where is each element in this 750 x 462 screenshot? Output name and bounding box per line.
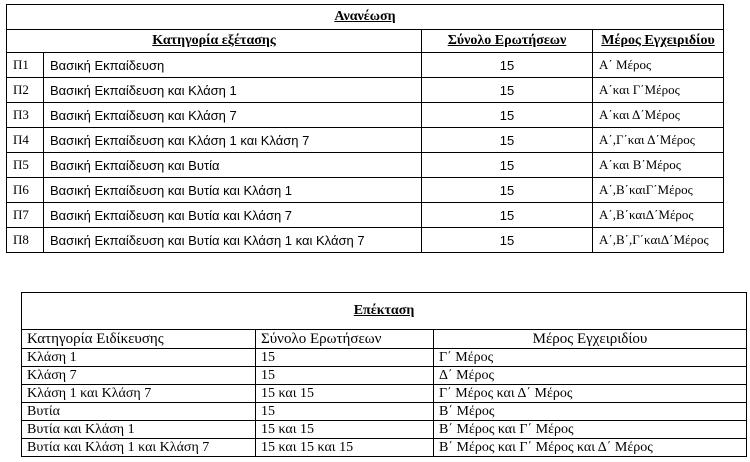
row-code: Π7 bbox=[7, 203, 44, 228]
row-manual: Γ΄ Μέρος και Δ΄ Μέρος bbox=[434, 385, 747, 403]
table-row bbox=[7, 228, 724, 253]
row-category: Βασική Εκπαίδευση και Κλάση 1 και Κλάση 7 bbox=[44, 128, 422, 153]
row-code: Π2 bbox=[7, 78, 44, 103]
extension-header-total: Σύνολο Ερωτήσεων bbox=[256, 330, 434, 349]
extension-table bbox=[21, 292, 747, 457]
row-manual: Α΄,Β΄,Γ΄καιΔ΄Μέρος bbox=[593, 228, 724, 253]
table-row bbox=[7, 53, 724, 78]
row-total: 15 bbox=[422, 153, 593, 178]
row-category: Βυτία και Κλάση 1 bbox=[22, 421, 256, 439]
row-total: 15 bbox=[422, 203, 593, 228]
table-row bbox=[7, 153, 724, 178]
row-manual: Α΄και Δ΄Μέρος bbox=[593, 103, 724, 128]
row-total: 15 bbox=[422, 178, 593, 203]
row-total: 15 bbox=[422, 78, 593, 103]
row-code: Π3 bbox=[7, 103, 44, 128]
row-category: Βασική Εκπαίδευση και Κλάση 7 bbox=[44, 103, 422, 128]
extension-header-category: Κατηγορία Ειδίκευσης bbox=[22, 330, 256, 349]
row-total: 15 bbox=[256, 349, 434, 367]
table-row bbox=[7, 128, 724, 153]
row-manual: Α΄,Β΄καιΓ΄Μέρος bbox=[593, 178, 724, 203]
row-code: Π6 bbox=[7, 178, 44, 203]
row-code: Π1 bbox=[7, 53, 44, 78]
row-total: 15 bbox=[422, 128, 593, 153]
row-category: Βασική Εκπαίδευση και Κλάση 1 bbox=[44, 78, 422, 103]
renewal-header-total: Σύνολο Ερωτήσεων bbox=[422, 30, 593, 53]
row-category: Κλάση 1 και Κλάση 7 bbox=[22, 385, 256, 403]
row-manual: Α΄ Μέρος bbox=[593, 53, 724, 78]
row-total: 15 και 15 bbox=[256, 385, 434, 403]
table-row bbox=[7, 78, 724, 103]
row-category: Βυτία και Κλάση 1 και Κλάση 7 bbox=[22, 439, 256, 457]
row-manual: Β΄ Μέρος και Γ΄ Μέρος και Δ΄ Μέρος bbox=[434, 439, 747, 457]
row-category: Βασική Εκπαίδευση και Βυτία και Κλάση 1 bbox=[44, 178, 422, 203]
row-manual: Α΄και Γ΄Μέρος bbox=[593, 78, 724, 103]
renewal-table bbox=[6, 4, 724, 253]
row-total: 15 bbox=[256, 367, 434, 385]
row-manual: Γ΄ Μέρος bbox=[434, 349, 747, 367]
row-category: Βασική Εκπαίδευση και Βυτία και Κλάση 7 bbox=[44, 203, 422, 228]
table-row bbox=[22, 403, 747, 421]
row-manual: Α΄,Β΄καιΔ΄Μέρος bbox=[593, 203, 724, 228]
table-row bbox=[7, 103, 724, 128]
renewal-header-category: Κατηγορία εξέτασης bbox=[7, 30, 422, 53]
row-code: Π8 bbox=[7, 228, 44, 253]
row-category: Κλάση 7 bbox=[22, 367, 256, 385]
table-row bbox=[22, 385, 747, 403]
table-row bbox=[22, 421, 747, 439]
row-code: Π4 bbox=[7, 128, 44, 153]
row-total: 15 bbox=[422, 228, 593, 253]
extension-title: Επέκταση bbox=[22, 293, 747, 330]
extension-header-manual: Μέρος Εγχειριδίου bbox=[434, 330, 747, 349]
renewal-header-manual: Μέρος Εγχειριδίου bbox=[593, 30, 724, 53]
row-manual: Α΄και Β΄Μέρος bbox=[593, 153, 724, 178]
row-total: 15 bbox=[422, 53, 593, 78]
row-manual: Β΄ Μέρος bbox=[434, 403, 747, 421]
row-total: 15 και 15 bbox=[256, 421, 434, 439]
row-code: Π5 bbox=[7, 153, 44, 178]
row-manual: Δ΄ Μέρος bbox=[434, 367, 747, 385]
table-row bbox=[22, 439, 747, 457]
row-manual: Α΄,Γ΄και Δ΄Μέρος bbox=[593, 128, 724, 153]
row-manual: Β΄ Μέρος και Γ΄ Μέρος bbox=[434, 421, 747, 439]
table-row bbox=[22, 349, 747, 367]
row-total: 15 bbox=[422, 103, 593, 128]
table-row bbox=[22, 367, 747, 385]
row-category: Βασική Εκπαίδευση και Βυτία bbox=[44, 153, 422, 178]
table-row bbox=[7, 203, 724, 228]
row-total: 15 και 15 και 15 bbox=[256, 439, 434, 457]
row-category: Βασική Εκπαίδευση bbox=[44, 53, 422, 78]
table-row bbox=[7, 178, 724, 203]
row-category: Βυτία bbox=[22, 403, 256, 421]
row-category: Κλάση 1 bbox=[22, 349, 256, 367]
row-total: 15 bbox=[256, 403, 434, 421]
row-category: Βασική Εκπαίδευση και Βυτία και Κλάση 1 και Κλάση 7 bbox=[44, 228, 422, 253]
renewal-title: Ανανέωση bbox=[7, 5, 724, 30]
